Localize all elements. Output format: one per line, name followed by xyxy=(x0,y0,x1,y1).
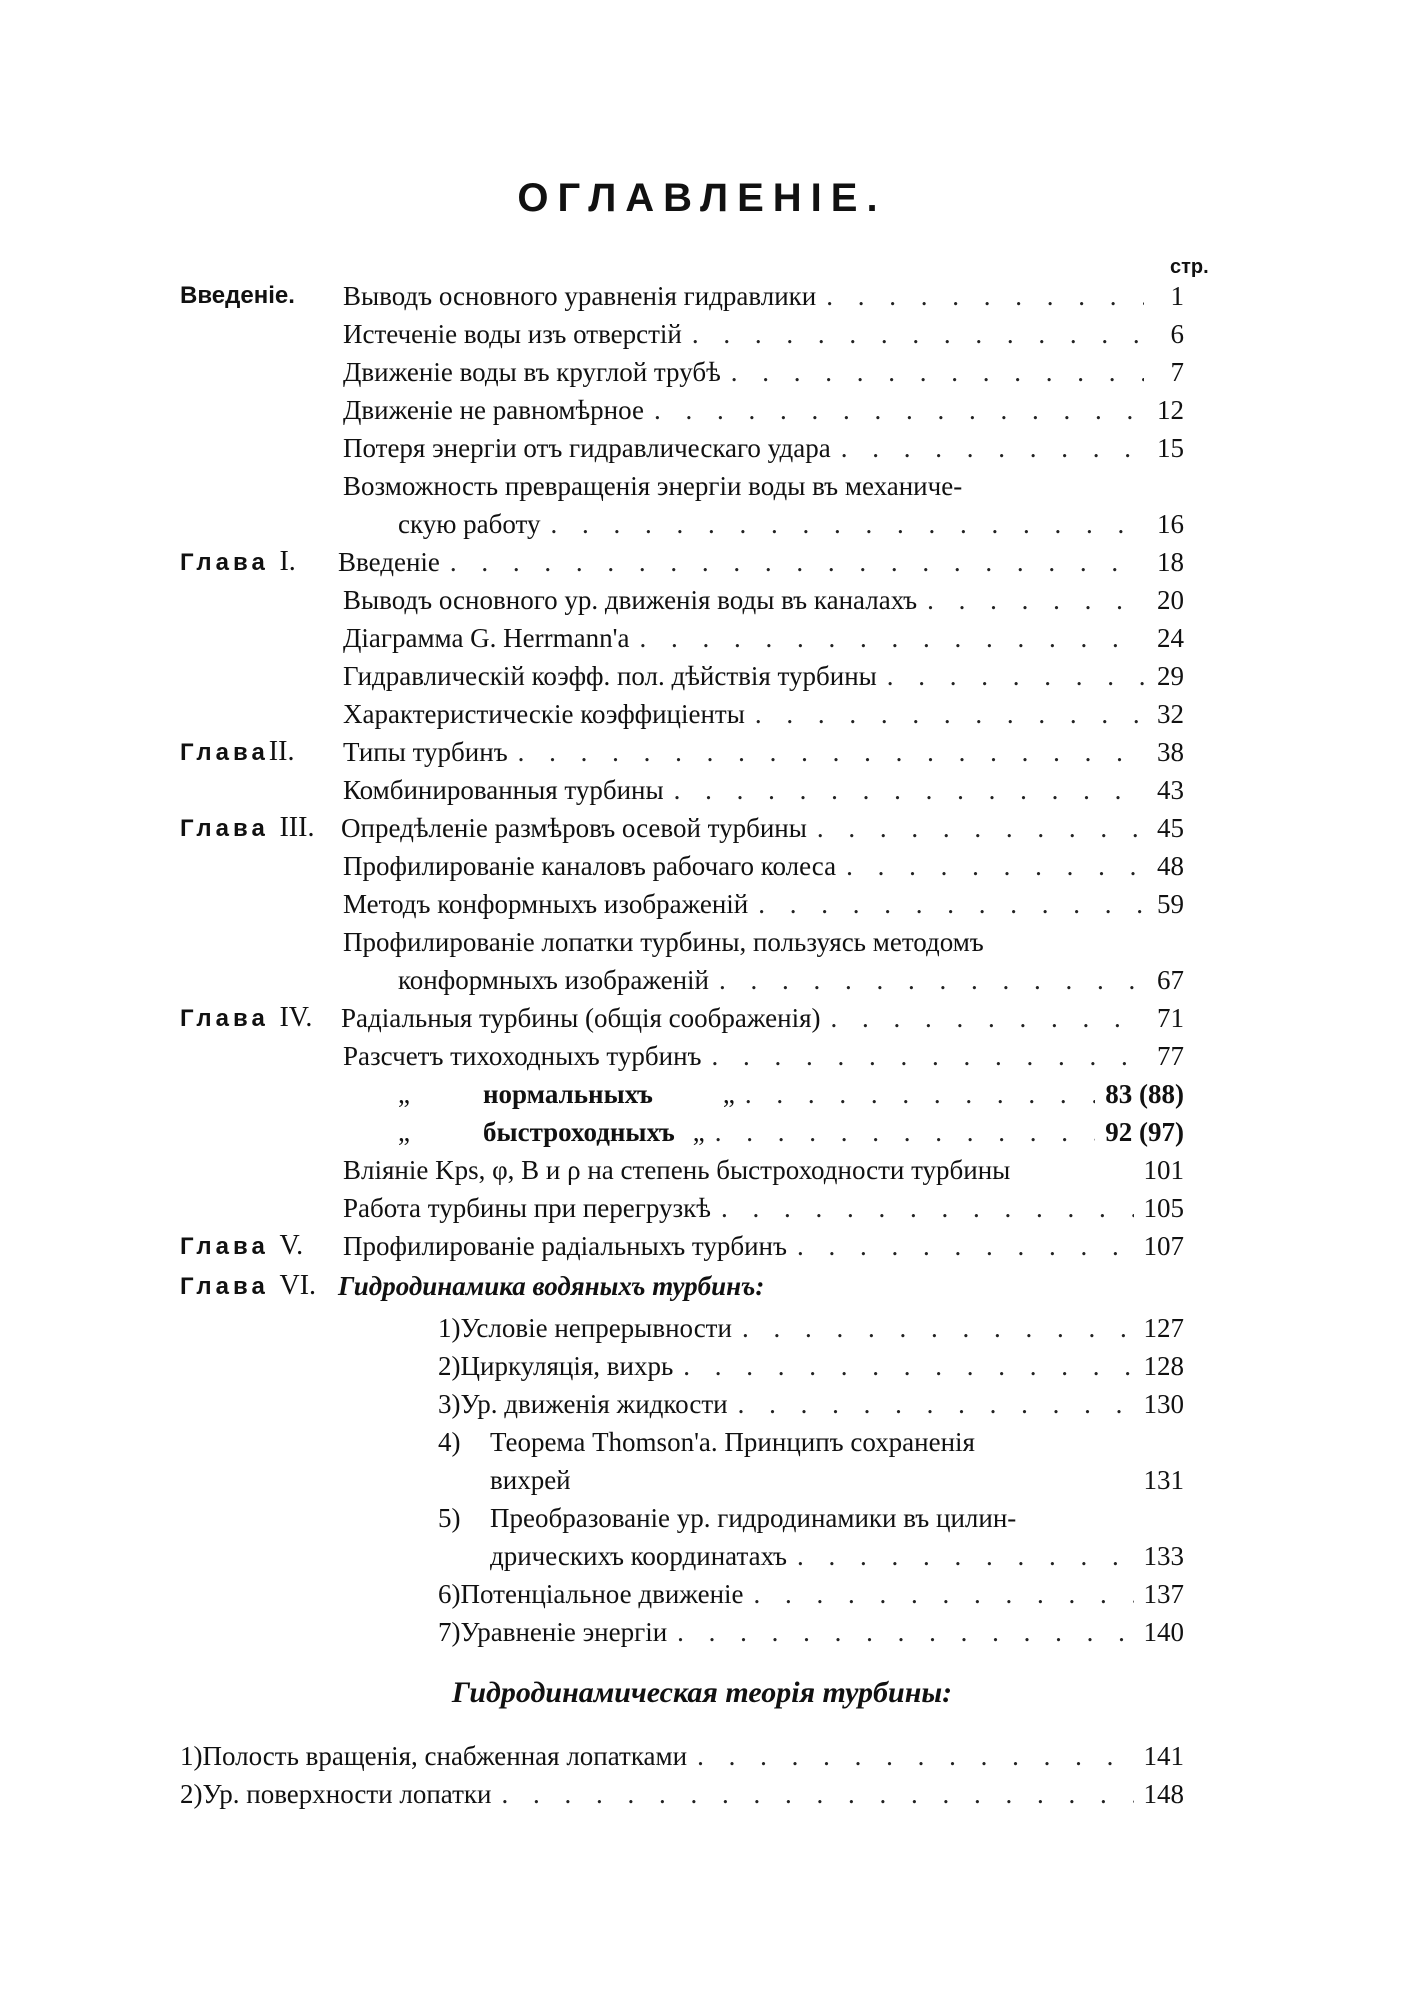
toc-row xyxy=(0,1076,1404,1112)
entry-text: Гидравлическій коэфф. пол. дѣйствія турбины xyxy=(343,661,877,691)
toc-entry xyxy=(180,1776,1184,1812)
entry-text: Работа турбины при перегрузкѣ xyxy=(343,1193,711,1223)
entry-text: Выводъ основного ур. движенія воды въ каналахъ xyxy=(343,585,918,615)
toc-entry xyxy=(343,886,1184,922)
entry-text: Движеніе не равномѣрное xyxy=(343,395,644,425)
toc-entry xyxy=(343,734,1184,770)
toc-entry xyxy=(438,1424,1184,1460)
toc-entry xyxy=(438,1348,1184,1384)
toc-entry xyxy=(343,620,1184,656)
item-number: 7) xyxy=(438,1617,461,1647)
toc-entry xyxy=(343,316,1184,352)
section-label-intro: Введеніе. xyxy=(180,282,295,309)
entry-text: нормальныхъ xyxy=(483,1079,653,1109)
toc-row xyxy=(0,316,1404,352)
toc-row xyxy=(0,848,1404,884)
entry-text: скую работу xyxy=(398,509,541,539)
entry-page: 15 xyxy=(1157,433,1184,463)
entry-page: 101 xyxy=(1143,1155,1184,1185)
chapter-label: Глава I. xyxy=(180,546,296,577)
toc-row xyxy=(0,1310,1404,1346)
entry-text: быстроходныхъ xyxy=(483,1117,675,1147)
chapter-label: Глава IV. xyxy=(180,1002,313,1033)
entry-page: 24 xyxy=(1157,623,1184,653)
toc-row xyxy=(0,1462,1404,1498)
entry-text: Вліяніе Kps, φ, B и ρ на степень быстроходности турбины xyxy=(343,1155,1011,1185)
toc-entry xyxy=(338,544,1184,580)
entry-text: Профилированіе каналовъ рабочаго колеса xyxy=(343,851,837,881)
toc-entry xyxy=(438,1310,1184,1346)
toc-row xyxy=(0,734,1404,770)
entry-text: Радіальныя турбины (общія соображенія) xyxy=(341,1003,821,1033)
toc-row xyxy=(0,1386,1404,1422)
toc-row xyxy=(0,1424,1404,1460)
leader-dots xyxy=(927,582,1144,618)
toc-row xyxy=(0,1614,1404,1650)
leader-dots xyxy=(826,278,1144,314)
entry-page: 16 xyxy=(1157,509,1184,539)
leader-dots xyxy=(754,1576,1134,1612)
entry-page: 48 xyxy=(1157,851,1184,881)
leader-dots xyxy=(518,734,1144,770)
toc-entry xyxy=(398,506,1184,542)
item-number: 1) xyxy=(438,1313,461,1343)
leader-dots xyxy=(721,1190,1134,1226)
item-number: 6) xyxy=(438,1579,461,1609)
chapter-label: Глава V. xyxy=(180,1230,304,1261)
entry-page: 140 xyxy=(1143,1617,1184,1647)
toc-entry xyxy=(338,1268,1184,1304)
item-number: 1) xyxy=(180,1741,203,1771)
toc-entry xyxy=(343,392,1184,428)
toc-row xyxy=(0,1538,1404,1574)
toc-entry xyxy=(343,1190,1184,1226)
toc-row xyxy=(0,1348,1404,1384)
toc-entry xyxy=(343,1038,1184,1074)
entry-page: 105 xyxy=(1143,1193,1184,1223)
entry-page: 32 xyxy=(1157,699,1184,729)
ditto-mark: „ xyxy=(722,1079,735,1109)
item-number: 3) xyxy=(438,1389,461,1419)
toc-row xyxy=(0,392,1404,428)
entry-page: 137 xyxy=(1143,1579,1184,1609)
entry-page: 130 xyxy=(1143,1389,1184,1419)
entry-text: Ур. поверхности лопатки xyxy=(202,1779,492,1809)
toc-row xyxy=(0,430,1404,466)
leader-dots xyxy=(715,1114,1096,1150)
leader-dots xyxy=(731,354,1144,390)
entry-text: Введеніе xyxy=(338,547,440,577)
entry-text: Гидродинамика водяныхъ турбинъ: xyxy=(338,1271,765,1301)
leader-dots xyxy=(654,392,1144,428)
toc-entry xyxy=(398,962,1184,998)
toc-row xyxy=(0,1268,1404,1304)
entry-page: 148 xyxy=(1143,1779,1184,1809)
chapter-label: ГлаваII. xyxy=(180,736,295,767)
item-number: 2) xyxy=(180,1779,203,1809)
entry-page: 20 xyxy=(1157,585,1184,615)
entry-page: 127 xyxy=(1143,1313,1184,1343)
entry-text: Характеристическіе коэффиціенты xyxy=(343,699,745,729)
entry-text: Условіе непрерывности xyxy=(460,1313,732,1343)
leader-dots xyxy=(742,1310,1134,1346)
toc-row xyxy=(0,810,1404,846)
leader-dots xyxy=(677,1614,1133,1650)
leader-dots xyxy=(755,696,1144,732)
toc-entry xyxy=(341,810,1184,846)
entry-text: Потеря энергіи отъ гидравлическаго удара xyxy=(343,433,831,463)
toc-entry xyxy=(438,1386,1184,1422)
leader-dots xyxy=(697,1738,1133,1774)
ditto-mark: „ xyxy=(692,1117,705,1147)
toc-entry xyxy=(490,1462,1184,1498)
leader-dots xyxy=(831,1000,1144,1036)
toc-entry xyxy=(343,582,1184,618)
toc-row xyxy=(0,468,1404,504)
entry-text: Теорема Thomson'а. Принципъ сохраненія xyxy=(490,1427,975,1457)
toc-entry xyxy=(343,1152,1184,1188)
toc-entry xyxy=(438,1500,1184,1536)
leader-dots xyxy=(711,1038,1144,1074)
entry-page: 83 (88) xyxy=(1105,1079,1184,1109)
entry-text: Профилированіе лопатки турбины, пользуясь методомъ xyxy=(343,927,984,957)
entry-page: 45 xyxy=(1157,813,1184,843)
toc-row xyxy=(0,696,1404,732)
leader-dots xyxy=(887,658,1144,694)
toc-row xyxy=(0,962,1404,998)
leader-dots xyxy=(450,544,1144,580)
toc-entry xyxy=(438,1576,1184,1612)
page-title: ОГЛАВЛЕНІЕ. xyxy=(517,176,887,220)
leader-dots xyxy=(797,1228,1134,1264)
toc-entry xyxy=(343,772,1184,808)
toc-entry xyxy=(483,1114,1184,1150)
toc-row xyxy=(0,354,1404,390)
leader-dots xyxy=(692,316,1144,352)
toc-row xyxy=(0,1152,1404,1188)
entry-page: 18 xyxy=(1157,547,1184,577)
entry-text: Діаграмма G. Herrmann'а xyxy=(343,623,630,653)
toc-row xyxy=(0,278,1404,314)
entry-page: 133 xyxy=(1143,1541,1184,1571)
toc-entry xyxy=(341,1000,1184,1036)
toc-row xyxy=(0,1776,1404,1812)
toc-row xyxy=(0,772,1404,808)
entry-text: Профилированіе радіальныхъ турбинъ xyxy=(343,1231,787,1261)
entry-page: 6 xyxy=(1170,319,1184,349)
entry-page: 38 xyxy=(1157,737,1184,767)
entry-text: Методъ конформныхъ изображеній xyxy=(343,889,749,919)
toc-entry xyxy=(343,658,1184,694)
page-column-label: стр. xyxy=(1170,256,1209,278)
entry-text: Потенціальное движеніе xyxy=(460,1579,744,1609)
entry-page: 67 xyxy=(1157,965,1184,995)
toc-entry xyxy=(343,848,1184,884)
toc-row xyxy=(0,1190,1404,1226)
entry-page: 141 xyxy=(1143,1741,1184,1771)
item-number: 2) xyxy=(438,1351,461,1381)
leader-dots xyxy=(846,848,1144,884)
toc-entry xyxy=(343,430,1184,466)
toc-entry xyxy=(343,468,1184,504)
toc-entry xyxy=(343,278,1184,314)
chapter-label: Глава VI. xyxy=(180,1270,317,1301)
leader-dots xyxy=(758,886,1144,922)
toc-row xyxy=(0,1738,1404,1774)
ditto-mark: „ xyxy=(398,1117,410,1147)
toc-row xyxy=(0,582,1404,618)
toc-entry xyxy=(343,924,1184,960)
entry-page: 12 xyxy=(1157,395,1184,425)
leader-dots xyxy=(841,430,1144,466)
entry-text: вихрей xyxy=(490,1465,571,1495)
leader-dots xyxy=(639,620,1144,656)
toc-entry xyxy=(180,1738,1184,1774)
toc-row xyxy=(0,658,1404,694)
entry-text: конформныхъ изображеній xyxy=(398,965,710,995)
entry-page: 92 (97) xyxy=(1105,1117,1184,1147)
entry-text: Движеніе воды въ круглой трубѣ xyxy=(343,357,721,387)
entry-text: Циркуляція, вихрь xyxy=(460,1351,674,1381)
entry-text: Комбинированныя турбины xyxy=(343,775,664,805)
entry-text: Опредѣленіе размѣровъ осевой турбины xyxy=(341,813,807,843)
entry-page: 131 xyxy=(1143,1465,1184,1495)
entry-text: Истеченіе воды изъ отверстій xyxy=(343,319,682,349)
toc-entry xyxy=(490,1538,1184,1574)
toc-row xyxy=(0,1500,1404,1536)
toc-row xyxy=(0,1114,1404,1150)
toc-row xyxy=(0,506,1404,542)
entry-page: 43 xyxy=(1157,775,1184,805)
leader-dots xyxy=(683,1348,1133,1384)
toc-entry xyxy=(343,354,1184,390)
section-title: Гидродинамическая теорія турбины: xyxy=(451,1676,953,1709)
entry-page: 128 xyxy=(1143,1351,1184,1381)
entry-page: 77 xyxy=(1157,1041,1184,1071)
toc-row xyxy=(0,1038,1404,1074)
entry-text: Ур. движенія жидкости xyxy=(460,1389,728,1419)
leader-dots xyxy=(738,1386,1134,1422)
toc-row xyxy=(0,886,1404,922)
leader-dots xyxy=(719,962,1144,998)
entry-text: Типы турбинъ xyxy=(343,737,508,767)
entry-text: Полость вращенія, снабженная лопатками xyxy=(202,1741,688,1771)
toc-entry xyxy=(343,1228,1184,1264)
entry-text: Преобразованіе ур. гидродинамики въ цилин- xyxy=(490,1503,1017,1533)
entry-page: 59 xyxy=(1157,889,1184,919)
entry-page: 1 xyxy=(1170,281,1184,311)
entry-text: Возможность превращенія энергіи воды въ механиче- xyxy=(343,471,963,501)
leader-dots xyxy=(745,1076,1095,1112)
entry-page: 29 xyxy=(1157,661,1184,691)
entry-page: 71 xyxy=(1157,1003,1184,1033)
leader-dots xyxy=(674,772,1144,808)
toc-row xyxy=(0,1576,1404,1612)
toc-entry xyxy=(438,1614,1184,1650)
leader-dots xyxy=(817,810,1144,846)
toc-row xyxy=(0,1000,1404,1036)
chapter-label: Глава III. xyxy=(180,812,315,843)
entry-page: 7 xyxy=(1170,357,1184,387)
toc-row xyxy=(0,544,1404,580)
entry-text: дрическихъ координатахъ xyxy=(490,1541,788,1571)
entry-page: 107 xyxy=(1143,1231,1184,1261)
entry-text: Уравненіе энергіи xyxy=(460,1617,668,1647)
toc-row xyxy=(0,620,1404,656)
toc-entry xyxy=(343,696,1184,732)
item-number: 4) xyxy=(438,1427,461,1457)
entry-text: Выводъ основного уравненія гидравлики xyxy=(343,281,817,311)
entry-text: Разсчетъ тихоходныхъ турбинъ xyxy=(343,1041,702,1071)
leader-dots xyxy=(501,1776,1133,1812)
item-number: 5) xyxy=(438,1503,461,1533)
toc-entry xyxy=(483,1076,1184,1112)
leader-dots xyxy=(797,1538,1133,1574)
leader-dots xyxy=(550,506,1144,542)
toc-row xyxy=(0,924,1404,960)
ditto-mark: „ xyxy=(398,1079,410,1109)
toc-row xyxy=(0,1228,1404,1264)
